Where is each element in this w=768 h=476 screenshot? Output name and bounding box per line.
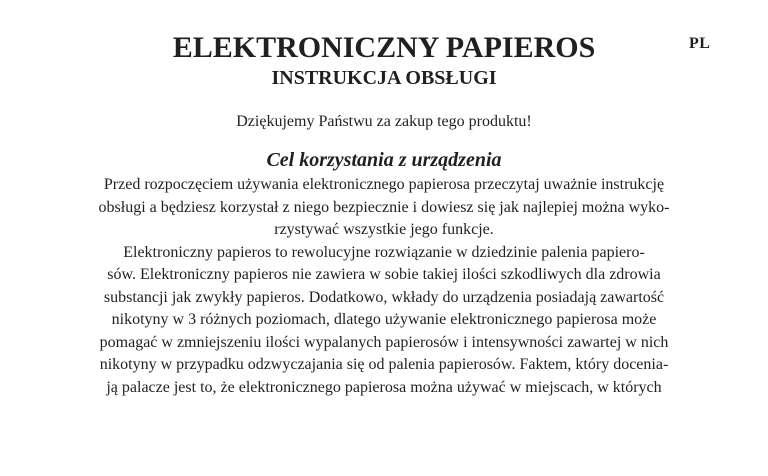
text-line: rzystywać wszystkie jego funkcje. <box>274 221 494 238</box>
page-subtitle: INSTRUKCJA OBSŁUGI <box>271 67 497 89</box>
text-line: Przed rozpoczęciem używania elektronicznego papierosa przeczytaj uważnie instrukcję <box>103 176 665 193</box>
section-heading: Cel korzystania z urządzenia <box>266 149 502 171</box>
text-line: obsługi a będziesz korzystał z niego bezpiecznie i dowiesz się jak najlepiej można wyko- <box>98 198 670 216</box>
body-text <box>40 174 728 399</box>
text-line: substancji jak zwykły papieros. Dodatkowo, wkłady do urządzenia posiadają zawartość <box>103 288 665 306</box>
text-line: pomagać w zmniejszeniu ilości wypalanych papierosów i intensywności zawartej w nich <box>99 333 669 351</box>
text-line: nikotyny w przypadku odzwyczajania się od palenia papierosów. Faktem, który docenia- <box>99 356 669 373</box>
text-line: ją palacze jest to, że elektronicznego papierosa można używać w miejscach, w których <box>106 378 662 396</box>
page-title: ELEKTRONICZNY PAPIEROS <box>172 31 596 64</box>
text-line: Elektroniczny papieros to rewolucyjne rozwiązanie w dziedzinie palenia papiero- <box>123 243 645 261</box>
text-line: sów. Elektroniczny papieros nie zawiera w sobie takiej ilości szkodliwych dla zdrowia <box>107 266 661 283</box>
text-line: nikotyny w 3 różnych poziomach, dlatego używanie elektronicznego papierosa może <box>111 311 657 328</box>
thanks-message: Dziękujemy Państwu za zakup tego produktu! <box>236 113 532 130</box>
language-code: PL <box>689 35 711 52</box>
